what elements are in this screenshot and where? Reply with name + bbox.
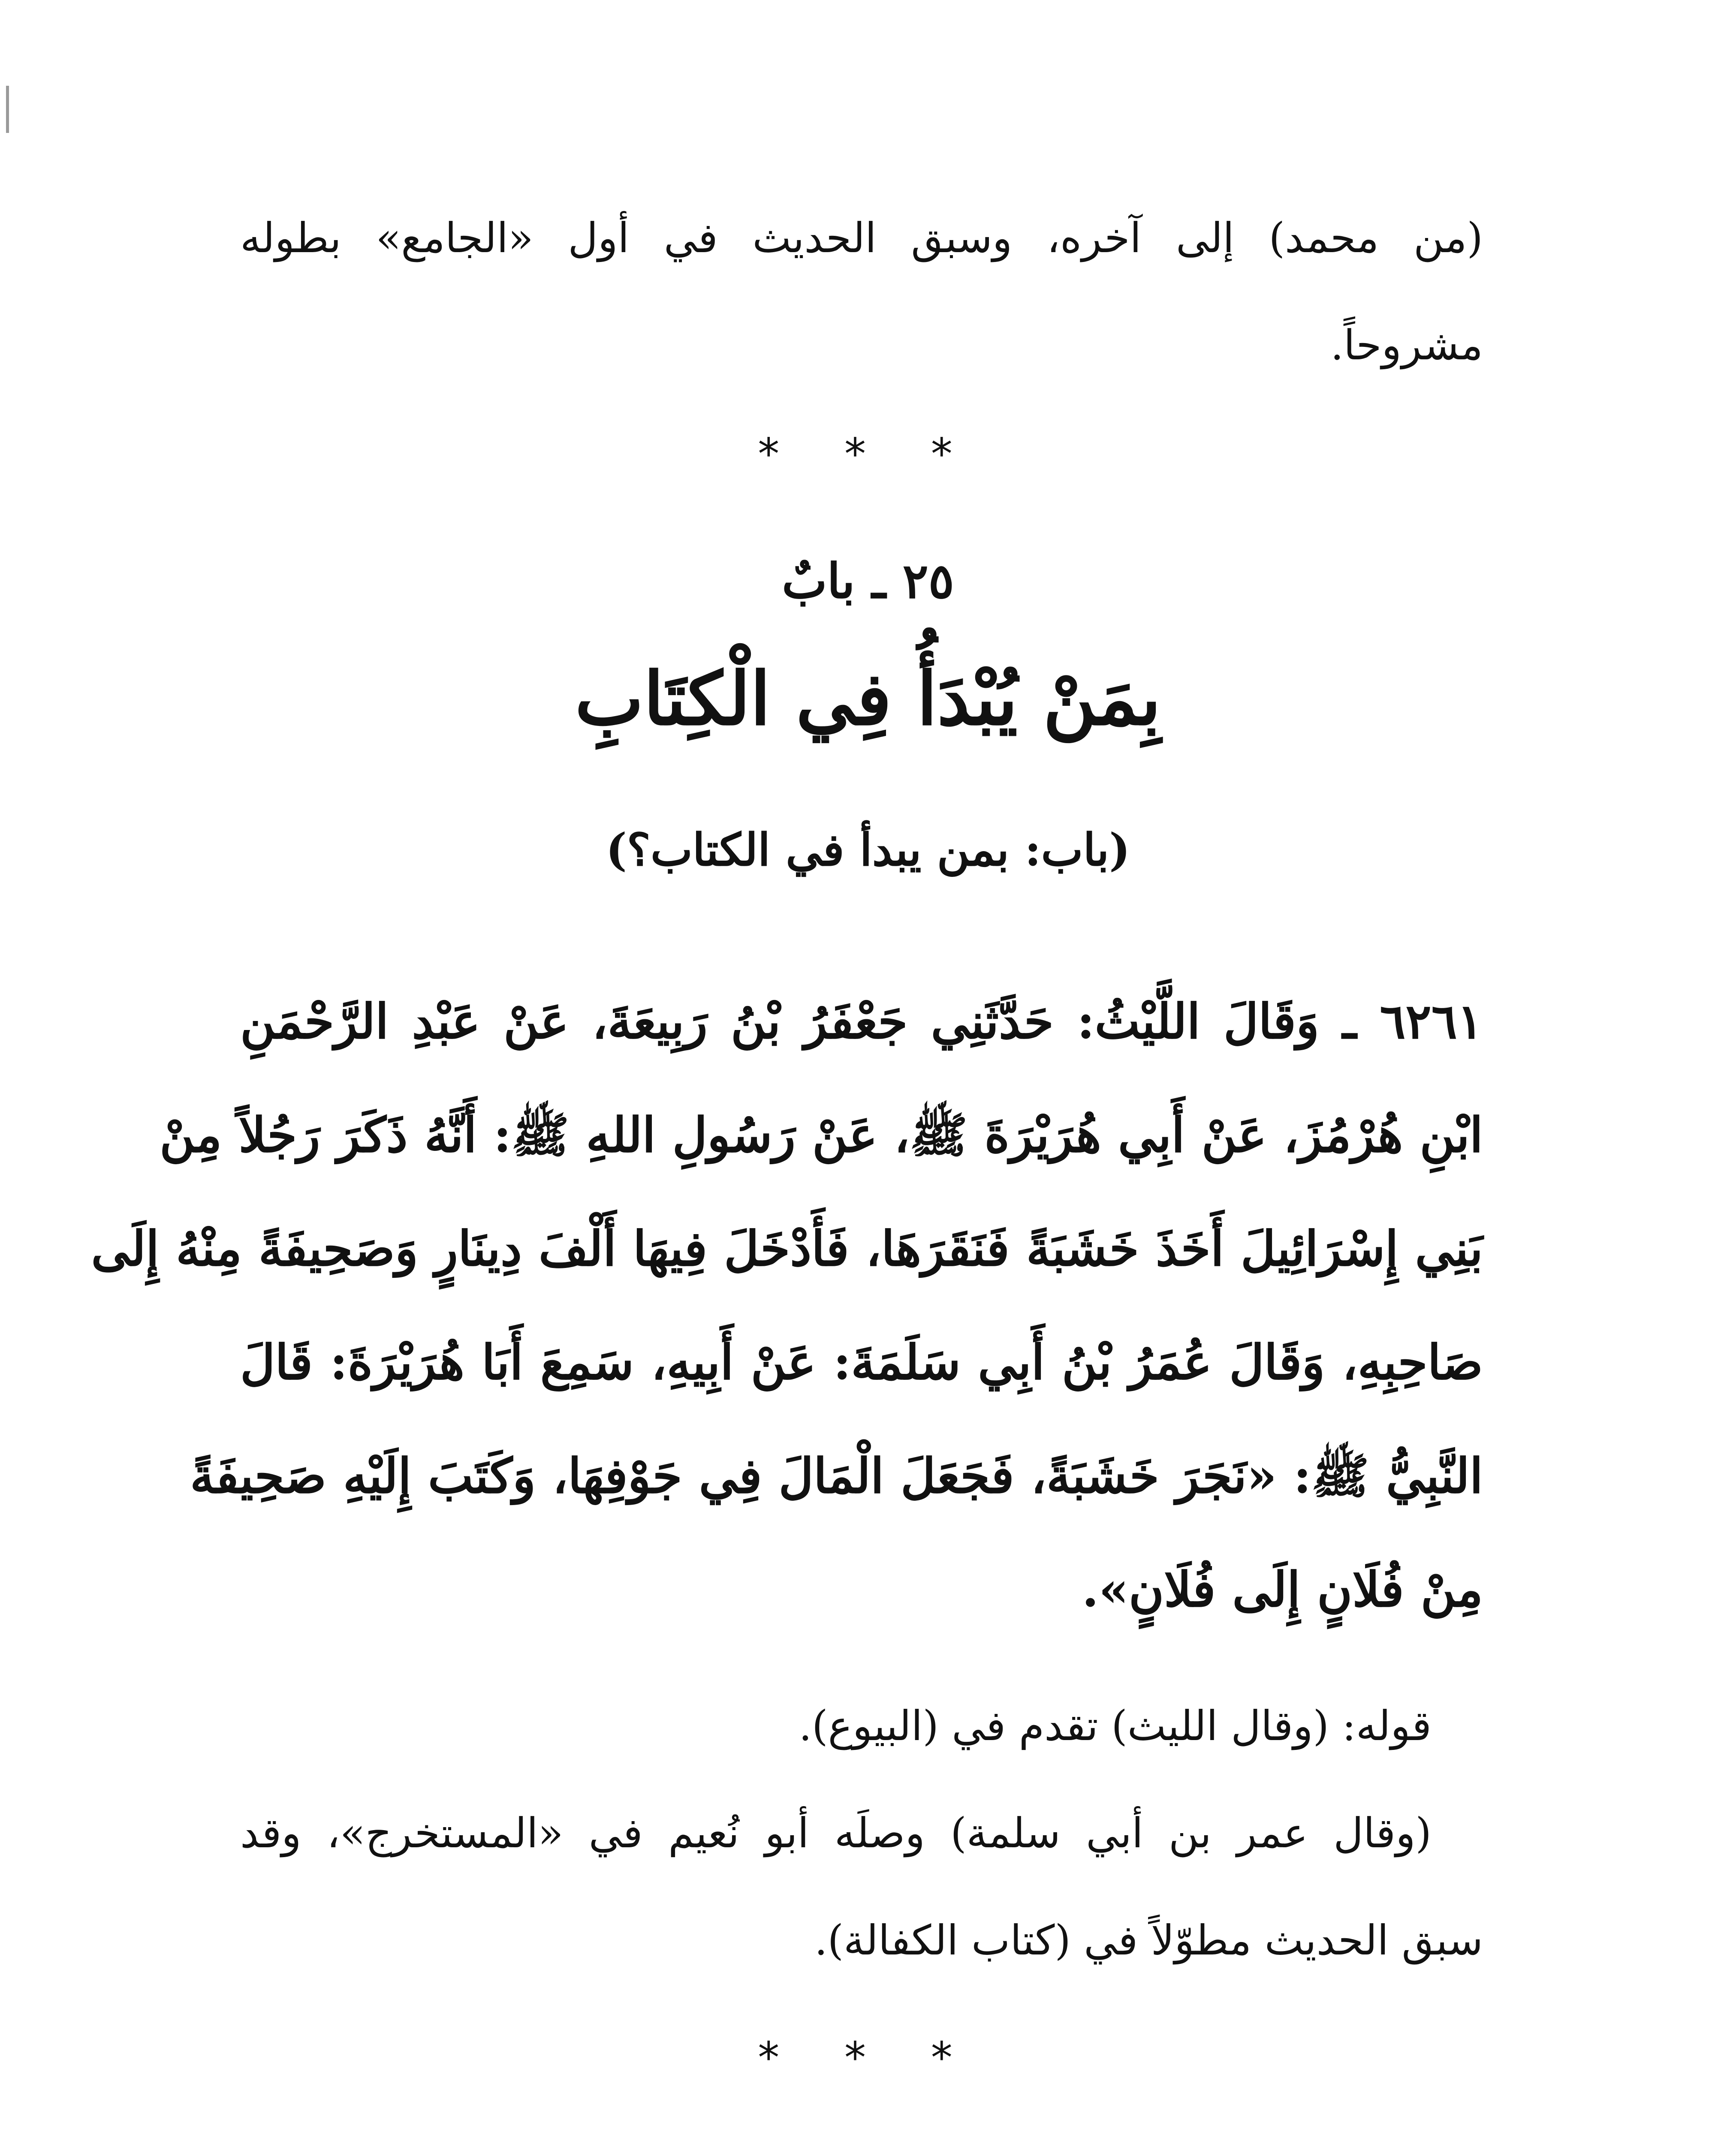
- hadith-text: [91, 965, 1483, 1647]
- hadith-line: النَّبِيُّ ﷺ: «نَجَرَ خَشَبَةً، فَجَعَلَ الْمَالَ فِي جَوْفِهَا، وَكَتَبَ إِلَيْهِ صَحِيفَةً: [190, 1448, 1483, 1504]
- scan-edge-mark: [6, 86, 9, 133]
- chapter-title: بِمَنْ يُبْدَأُ فِي الْكِتَابِ: [575, 656, 1161, 742]
- commentary-line: مشروحاً.: [1330, 321, 1483, 369]
- commentary-line: (وقال عمر بن أبي سلمة) وصلَه أبو نُعيم في «المستخرج»، وقد: [240, 1809, 1432, 1857]
- chapter-subtitle: (باب: بمن يبدأ في الكتاب؟): [606, 823, 1130, 876]
- bottom-commentary: [240, 1672, 1483, 1994]
- commentary-line: سبق الحديث مطوّلاً في (كتاب الكفالة).: [814, 1916, 1483, 1964]
- commentary-line: قوله: (وقال الليث) تقدم في (البيوع).: [799, 1702, 1432, 1750]
- commentary-line: (من محمد) إلى آخره، وسبق الحديث في أول «الجامع» بطوله: [240, 214, 1483, 262]
- hadith-line: ٦٢٦١ ـ وَقَالَ اللَّيْثُ: حَدَّثَنِي جَعْفَرُ بْنُ رَبِيعَةَ، عَنْ عَبْدِ الرَّحْمَنِ: [240, 994, 1483, 1050]
- section-separator: * * *: [758, 2033, 978, 2083]
- chapter-number: ٢٥ ـ بابٌ: [782, 553, 954, 609]
- hadith-line: بَنِي إِسْرَائِيلَ أَخَذَ خَشَبَةً فَنَقَرَهَا، فَأَدْخَلَ فِيهَا أَلْفَ دِينَارٍ وَصَحِيفَةً مِنْهُ إِلَى: [91, 1221, 1483, 1277]
- hadith-line: مِنْ فُلَانٍ إِلَى فُلَانٍ».: [1082, 1562, 1483, 1618]
- hadith-line: صَاحِبِهِ، وَقَالَ عُمَرُ بْنُ أَبِي سَلَمَةَ: عَنْ أَبِيهِ، سَمِعَ أَبَا هُرَيْرَةَ: قَالَ: [240, 1334, 1483, 1391]
- section-separator: * * *: [758, 429, 978, 479]
- top-commentary: [240, 184, 1483, 399]
- hadith-line: ابْنِ هُرْمُزَ، عَنْ أَبِي هُرَيْرَةَ ﷺ، عَنْ رَسُولِ اللهِ ﷺ: أَنَّهُ ذَكَرَ رَجُلاً مِنْ: [160, 1107, 1483, 1163]
